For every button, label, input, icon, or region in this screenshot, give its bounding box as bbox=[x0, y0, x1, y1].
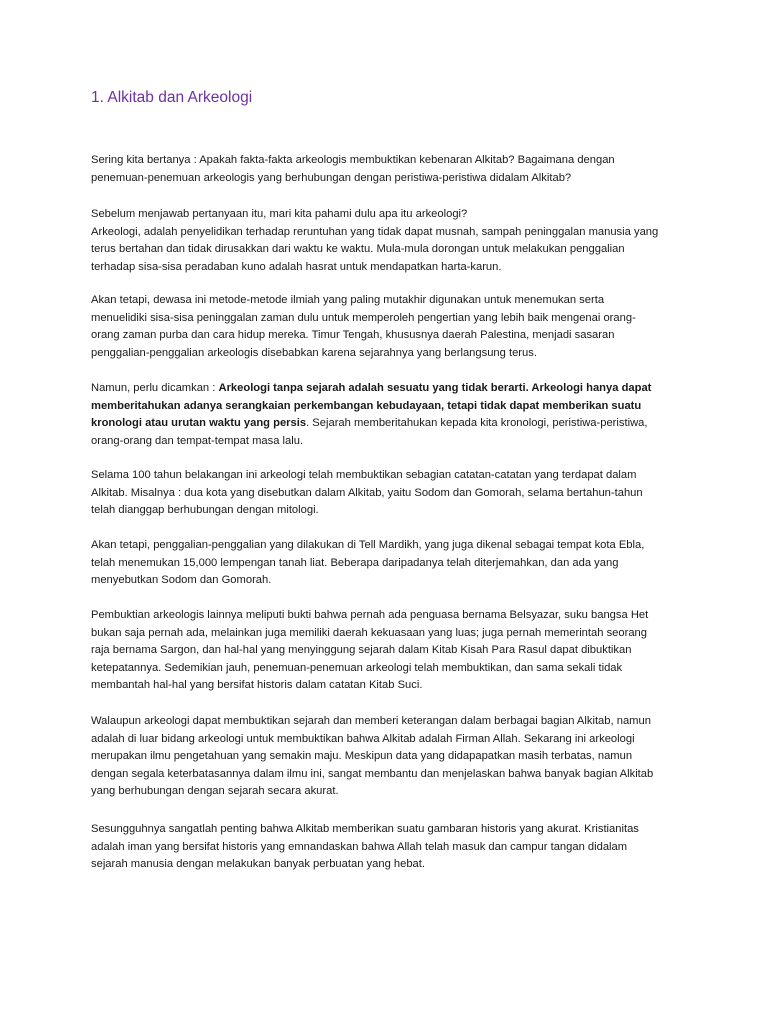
paragraph-line: penggalian-penggalian arkeologis disebabkan karena sejarahnya yang berlangsung terus. bbox=[91, 346, 537, 359]
paragraph-line: orang-orang dan tempat-tempat masa lalu. bbox=[91, 434, 304, 447]
plain-text: . Sejarah memberitahukan kepada kita kronologi, peristiwa-peristiwa, bbox=[306, 417, 648, 429]
paragraph-line: penemuan-penemuan arkeologis yang berhubungan dengan peristiwa-peristiwa didalam Alkitab? bbox=[91, 171, 572, 184]
paragraph-line: yang berhubungan dengan sejarah secara akurat. bbox=[91, 785, 339, 797]
paragraph-line: Walaupun arkeologi dapat membuktikan sejarah dan memberi keterangan dalam berbagai bagian Alkitab, namun bbox=[91, 715, 651, 727]
paragraph-4 bbox=[91, 380, 691, 450]
paragraph-line: Alkitab. Misalnya : dua kota yang disebutkan dalam Alkitab, yaitu Sodom dan Gomorah, selama bertahun-tahun bbox=[91, 486, 643, 499]
paragraph-2 bbox=[91, 206, 691, 276]
paragraph-line: adalah di luar bidang arkeologi untuk membuktikan bahwa Alkitab adalah Firman Allah. Sekarang ini arkeologi bbox=[91, 732, 635, 745]
paragraph-line: merupakan ilmu pengetahuan yang semakin maju. Meskipun data yang didapapatkan masih terbatas, namun bbox=[91, 750, 633, 762]
paragraph-line: membantah hal-hal yang bersifat historis dalam catatan Kitab Suci. bbox=[91, 679, 423, 691]
paragraph-line: adalah iman yang bersifat historis yang emnandaskan bahwa Allah telah masuk dan campur tangan didalam bbox=[91, 840, 628, 853]
paragraph-line: orang zaman purba dan cara hidup mereka. Timur Tengah, khususnya daerah Palestina, menjadi sasaran bbox=[91, 329, 615, 341]
paragraph-3 bbox=[91, 292, 691, 362]
paragraph-line: bukan saja pernah ada, melainkan juga memiliki daerah kekuasaan yang luas; juga pernah memerintah seorang bbox=[91, 626, 647, 639]
paragraph-6 bbox=[91, 537, 691, 590]
section-heading: 1. Alkitab dan Arkeologi bbox=[91, 89, 253, 106]
paragraph-line: Akan tetapi, penggalian-penggalian yang dilakukan di Tell Mardikh, yang juga dikenal sebagai tempat kota Ebla, bbox=[91, 539, 645, 551]
paragraph-7 bbox=[91, 607, 691, 695]
paragraph-1 bbox=[91, 152, 691, 187]
paragraph-line: Akan tetapi, dewasa ini metode-metode ilmiah yang paling mutakhir digunakan untuk menemukan serta bbox=[91, 294, 605, 306]
paragraph-line: raja bernama Sargon, dan hal-hal yang menyinggung sejarah dalam Kitab Kisah Para Rasul dapat dibuktikan bbox=[91, 644, 632, 656]
paragraph-line: sejarah manusia dengan melakukan banyak perbuatan yang hebat. bbox=[91, 858, 425, 870]
paragraph-line: menyebutkan Sodom dan Gomorah. bbox=[91, 574, 272, 586]
bold-text: kronologi atau urutan waktu yang persis bbox=[91, 417, 307, 429]
paragraph-line: menuelidiki sisa-sisa peninggalan zaman dulu untuk memperoleh pengertian yang lebih baik mengenai orang- bbox=[91, 311, 636, 324]
bold-text: Arkeologi tanpa sejarah adalah sesuatu yang tidak berarti. Arkeologi hanya dapat bbox=[218, 382, 652, 394]
paragraph-line: Sering kita bertanya : Apakah fakta-fakta arkeologis membuktikan kebenaran Alkitab? Bagaimana dengan bbox=[91, 154, 615, 166]
paragraph-line: Sebelum menjawab pertanyaan itu, mari kita pahami dulu apa itu arkeologi? bbox=[91, 208, 468, 220]
plain-text: Namun, perlu dicamkan : bbox=[91, 382, 219, 394]
paragraph-line: Pembuktian arkeologis lainnya meliputi bukti bahwa pernah ada penguasa bernama Belsyazar, suku bangsa Het bbox=[91, 609, 649, 621]
paragraph-9 bbox=[91, 821, 691, 874]
paragraph-line bbox=[91, 415, 691, 433]
bold-text: memberitahukan adanya serangkaian perkembangan kebudayaan, tetapi tidak dapat memberikan suatu bbox=[91, 399, 642, 412]
paragraph-line bbox=[91, 380, 691, 398]
paragraph-line: telah menemukan 15,000 lempengan tanah liat. Beberapa daripadanya telah diterjemahkan, dan ada yang bbox=[91, 556, 619, 569]
paragraph-line: Sesungguhnya sangatlah penting bahwa Alkitab memberikan suatu gambaran historis yang akurat. Kristianitas bbox=[91, 823, 639, 835]
paragraph-line: telah dianggap berhubungan dengan mitologi. bbox=[91, 504, 319, 516]
paragraph-line: terhadap sisa-sisa peradaban kuno adalah hasrat untuk mendapatkan harta-karun. bbox=[91, 260, 502, 273]
paragraph-5 bbox=[91, 467, 691, 520]
paragraph-line: terus bertahan dan tidak dirusakkan dari waktu ke waktu. Mula-mula dorongan untuk melakukan penggalian bbox=[91, 243, 625, 255]
paragraph-8 bbox=[91, 713, 691, 801]
paragraph-line: Selama 100 tahun belakangan ini arkeologi telah membuktikan sebagian catatan-catatan yang terdapat dalam bbox=[91, 469, 637, 481]
paragraph-line: ketepatannya. Sedemikian jauh, penemuan-penemuan arkeologi telah membuktikan, dan sama sekali tidak bbox=[91, 661, 623, 674]
paragraph-line: Arkeologi, adalah penyelidikan terhadap reruntuhan yang tidak dapat musnah, sampah peninggalan manusia yang bbox=[91, 225, 659, 238]
paragraph-line: dengan segala keterbatasannya dalam ilmu ini, sangat membantu dan menjelaskan bahwa banyak bagian Alkitab bbox=[91, 767, 654, 780]
